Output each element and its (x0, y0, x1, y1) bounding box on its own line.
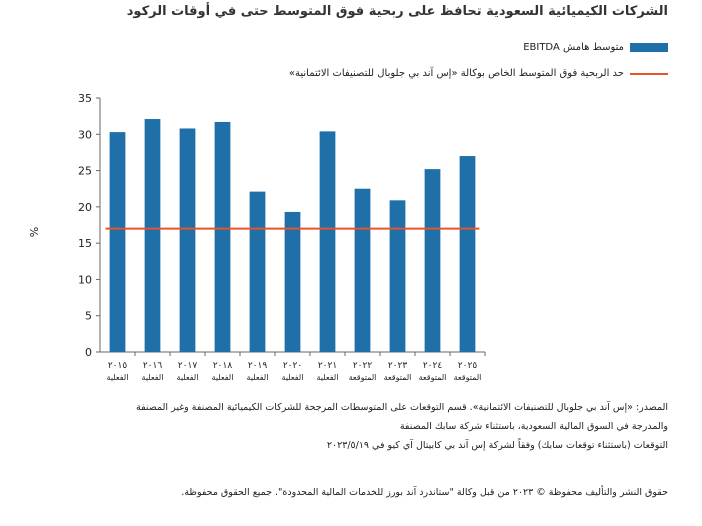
x-tick-label-year: ٢٠١٨ (212, 361, 233, 371)
y-tick-label: 35 (78, 92, 92, 105)
x-tick-label-year: ٢٠١٩ (247, 361, 268, 371)
bar (355, 189, 371, 352)
note-line-1: المصدر: «إس آند بي جلوبال للتصنيفات الائتمانية». قسم التوقعات على المتوسطات المرجحة للشركات الكيميائية المصنفة وغير المصنفة (136, 402, 668, 413)
bar (180, 128, 196, 352)
y-tick-label: 10 (78, 273, 92, 287)
x-tick-label-type: المتوقعة (453, 373, 482, 382)
x-tick-label-type: المتوقعة (418, 373, 447, 382)
y-tick-label: 15 (78, 237, 92, 251)
bar (250, 192, 266, 352)
copyright-footer: حقوق النشر والتأليف محفوظة © ٢٠٢٣ من قبل وكالة "ستاندرد آند بورز للخدمات المالية المحدودة". جميع الحقوق محفوظة. (181, 487, 668, 498)
x-tick-label-year: ٢٠٢٣ (387, 361, 408, 371)
x-tick-label-type: الفعلية (316, 373, 339, 382)
legend-bar-label: متوسط هامش EBITDA (523, 42, 624, 53)
x-tick-label-type: الفعلية (141, 373, 164, 382)
x-tick-label-type: الفعلية (281, 373, 304, 382)
x-tick-label-year: ٢٠٢١ (317, 361, 338, 371)
bar (145, 119, 161, 352)
x-tick-label-type: الفعلية (106, 373, 129, 382)
x-tick-label-year: ٢٠٢٤ (422, 361, 443, 371)
x-tick-label-year: ٢٠١٧ (177, 361, 198, 371)
chart-title: الشركات الكيميائية السعودية تحافظ على ربحية فوق المتوسط حتى في أوقات الركود (126, 4, 668, 19)
x-tick-label-year: ٢٠٢٠ (282, 361, 303, 371)
bar (425, 169, 441, 352)
x-tick-label-type: الفعلية (211, 373, 234, 382)
bar (110, 132, 126, 352)
x-tick-label-year: ٢٠١٦ (142, 361, 163, 371)
x-tick-label-type: الفعلية (176, 373, 199, 382)
note-line-3: التوقعات (باستثناء توقعات سابك) وفقاً لشركة إس آند بي كابيتال آي كيو في ٢٠٢٣/٥/١٩ (326, 440, 668, 451)
source-notes (68, 398, 668, 455)
x-tick-label-year: ٢٠٢٥ (457, 361, 478, 371)
y-tick-label: 20 (78, 200, 92, 214)
bar (215, 122, 231, 352)
x-tick-label-type: المتوقعة (348, 373, 377, 382)
x-tick-label-year: ٢٠١٥ (107, 361, 128, 371)
y-tick-label: 5 (85, 309, 92, 323)
legend-line-label: حد الربحية فوق المتوسط الخاص بوكالة «إس آند بي جلوبال للتصنيفات الائتمانية» (288, 68, 624, 79)
x-tick-label-type: المتوقعة (383, 373, 412, 382)
bar (320, 131, 336, 352)
y-axis-label: % (28, 226, 41, 238)
bar (460, 156, 476, 352)
y-tick-label: 25 (78, 164, 92, 178)
x-tick-label-type: الفعلية (246, 373, 269, 382)
y-tick-label: 0 (85, 346, 92, 359)
x-tick-label-year: ٢٠٢٢ (352, 361, 373, 371)
bar (285, 212, 301, 352)
y-tick-label: 30 (78, 128, 92, 142)
note-line-2: والمدرجة في السوق المالية السعودية، باستثناء شركة سابك المصنفة (399, 421, 668, 432)
bar (390, 200, 406, 352)
